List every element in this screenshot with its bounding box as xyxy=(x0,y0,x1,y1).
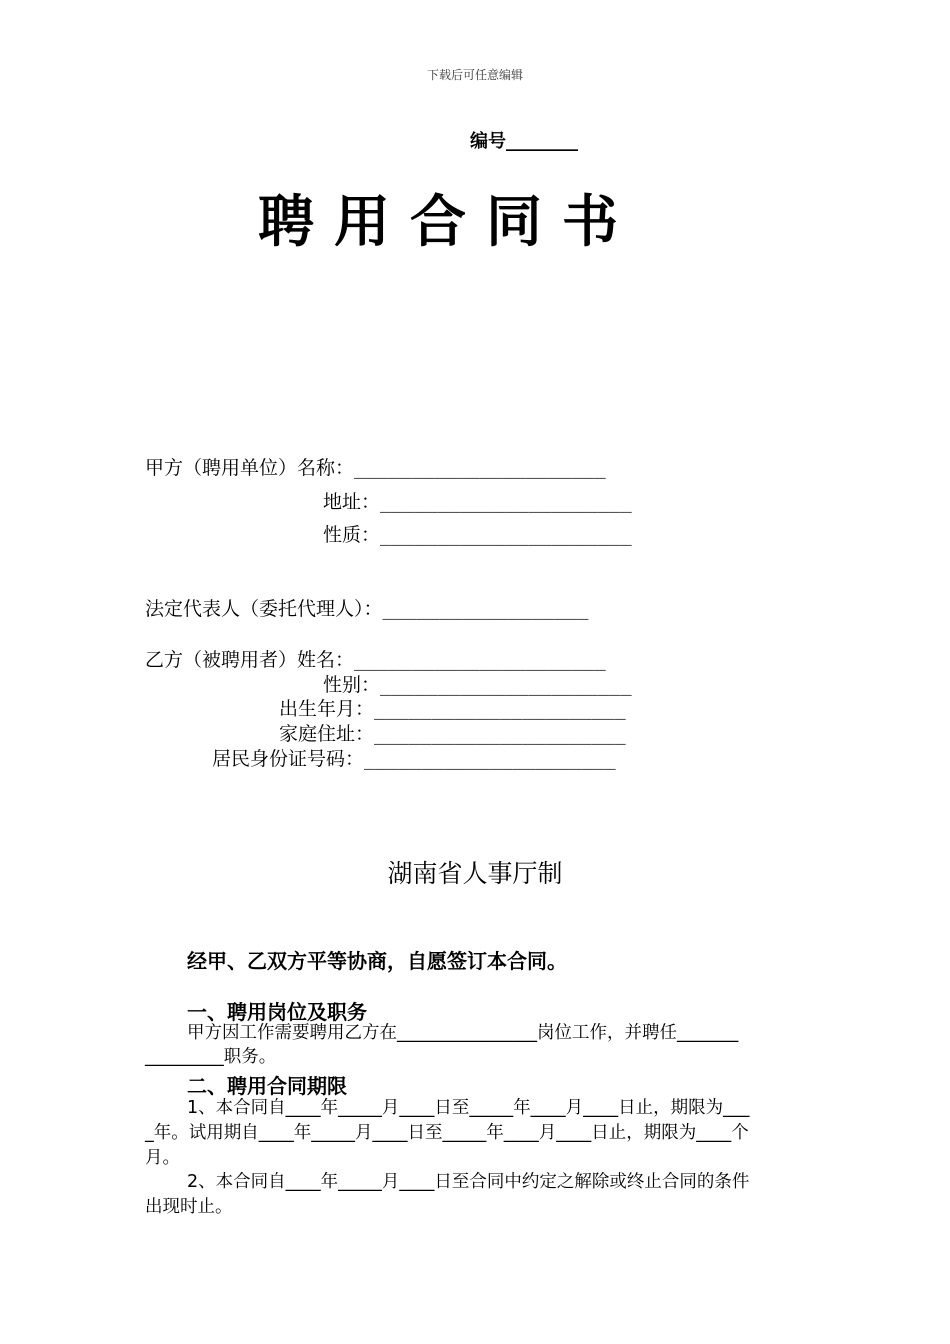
party-a-nature-label: 性质： xyxy=(323,524,381,546)
party-a-nature-blank: ______________________ xyxy=(380,524,632,546)
section-1-title: 一、聘用岗位及职务 xyxy=(187,1000,367,1024)
party-b-id-label: 居民身份证号码： xyxy=(212,748,365,770)
legal-rep-blank: __________________ xyxy=(382,598,589,620)
party-a-name-row xyxy=(145,456,606,480)
document-title: 聘用合同书 xyxy=(258,190,638,255)
legal-rep-row xyxy=(145,597,588,621)
legal-rep-label: 法定代表人（委托代理人）： xyxy=(145,598,383,620)
party-a-address-row xyxy=(323,490,632,514)
party-a-address-label: 地址： xyxy=(323,491,381,513)
party-b-gender-blank: ______________________ xyxy=(380,674,632,696)
party-a-nature-row xyxy=(323,523,632,547)
section-2-p2-line-1: 2、本合同自____年_____月____日至合同中约定之解除或终止合同的条件 xyxy=(187,1172,750,1192)
section-2-p1-line-2: _年。试用期自____年_____月____日至_____年____月____日止，期限为____个 xyxy=(145,1123,749,1143)
party-a-name-blank: ______________________ xyxy=(354,457,606,479)
party-b-gender-row xyxy=(323,673,632,697)
party-b-birth-row xyxy=(279,697,626,721)
party-b-birth-label: 出生年月： xyxy=(279,698,375,720)
party-a-address-blank: ______________________ xyxy=(380,491,632,513)
party-b-birth-blank: ______________________ xyxy=(374,698,626,720)
party-b-address-blank: ______________________ xyxy=(374,723,626,745)
intro-statement: 经甲、乙双方平等协商，自愿签订本合同。 xyxy=(187,949,567,973)
party-a-name-label: 甲方（聘用单位）名称： xyxy=(145,457,355,479)
contract-number-label: 编号________ xyxy=(470,131,578,152)
party-b-name-label: 乙方（被聘用者）姓名： xyxy=(145,649,355,671)
section-1-line-1: 甲方因工作需要聘用乙方在________________岗位工作，并聘任_______ xyxy=(187,1023,739,1043)
section-2-p1-line-1: 1、本合同自____年_____月____日至_____年____月____日止，期限为___ xyxy=(187,1098,750,1118)
party-b-name-blank: ______________________ xyxy=(354,649,606,671)
section-2-p1-line-3: 月。 xyxy=(145,1148,180,1168)
party-b-gender-label: 性别： xyxy=(323,674,381,696)
section-2-title: 二、聘用合同期限 xyxy=(187,1074,347,1098)
party-b-address-row xyxy=(279,722,626,746)
header-note: 下载后可任意编辑 xyxy=(426,68,523,82)
party-b-id-blank: ______________________ xyxy=(364,748,616,770)
section-1-line-2: _________职务。 xyxy=(145,1047,277,1067)
party-b-address-label: 家庭住址： xyxy=(279,723,375,745)
party-b-id-row xyxy=(212,747,616,771)
section-2-p2-line-2: 出现时止。 xyxy=(145,1197,233,1217)
document-maker: 湖南省人事厅制 xyxy=(387,859,563,888)
party-b-name-row xyxy=(145,648,606,672)
